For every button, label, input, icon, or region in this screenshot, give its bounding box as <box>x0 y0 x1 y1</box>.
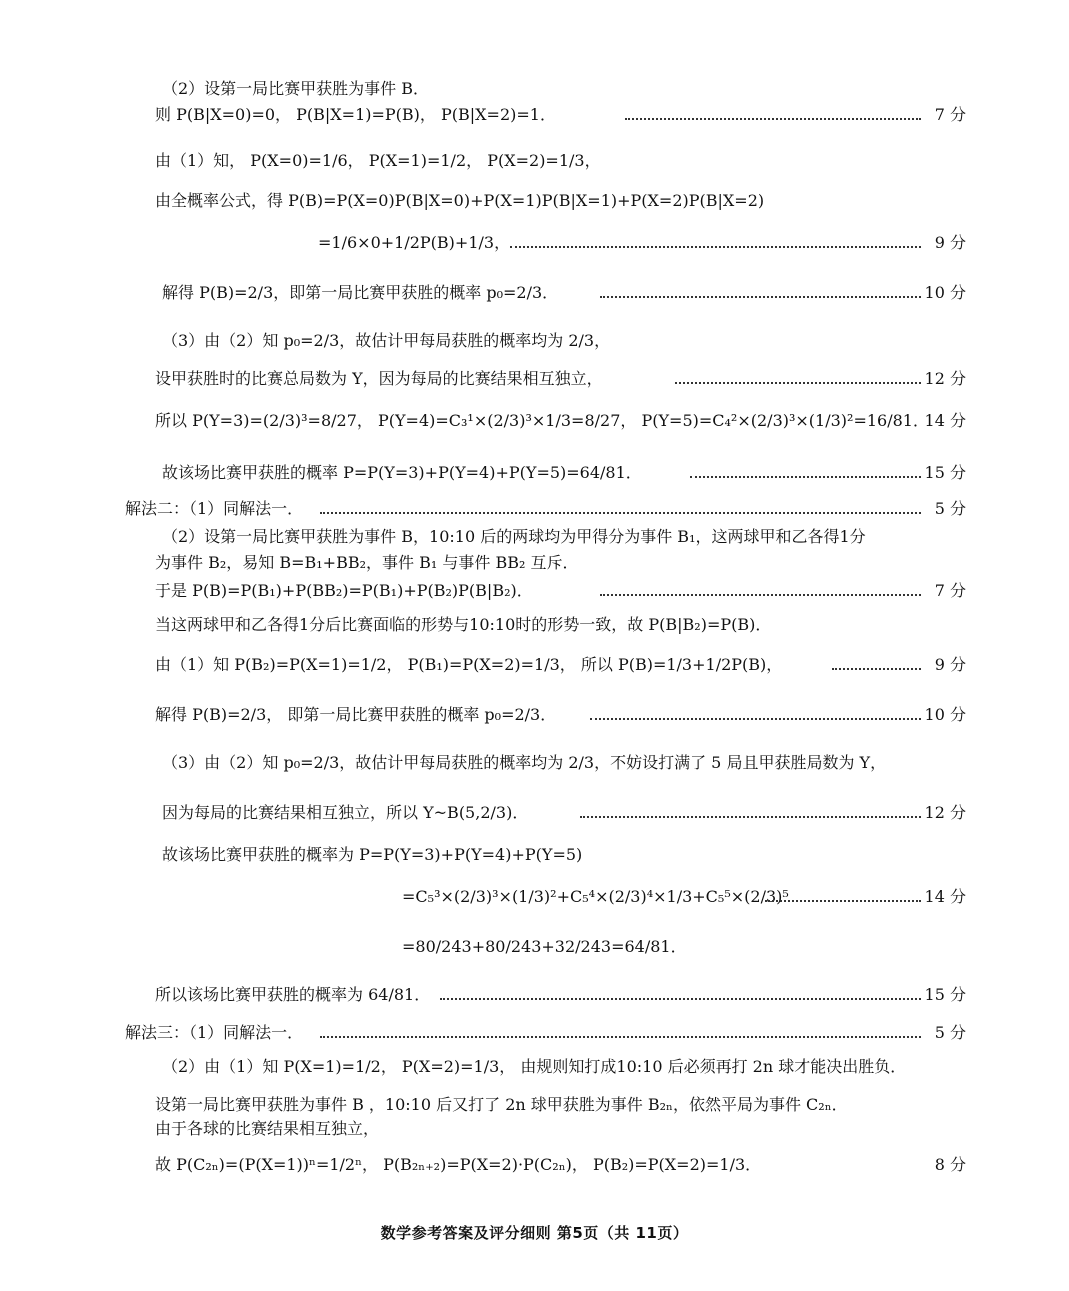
line-text: 解得 P(B)=2/3，即第一局比赛甲获胜的概率 p₀=2/3． <box>162 283 559 302</box>
line-text: （2）设第一局比赛甲获胜为事件 B． <box>162 79 430 98</box>
line-text: =1/6×0+1/2P(B)+1/3， <box>318 233 511 252</box>
line-text: 于是 P(B)=P(B₁)+P(BB₂)=P(B₁)+P(B₂)P(B|B₂)． <box>155 581 533 600</box>
leader-dots <box>690 466 921 478</box>
line-text: 当这两球甲和乙各得1分后比赛面临的形势与10:10时的形势一致，故 P(B|B₂)=P(B)． <box>155 615 772 634</box>
leader-dots <box>625 108 921 120</box>
line-text: 所以 P(Y=3)=(2/3)³=8/27， P(Y=4)=C₃¹×(2/3)³×1/3=8/27， P(Y=5)=C₄²×(2/3)³×(1/3)²=16/81． <box>155 411 929 430</box>
leader-dots <box>600 286 921 298</box>
leader-dots <box>320 1026 921 1038</box>
line-text: 设甲获胜时的比赛总局数为 Y，因为每局的比赛结果相互独立， <box>155 369 603 388</box>
leader-dots <box>440 988 921 1000</box>
line-text: 解法二：（1）同解法一． <box>125 499 304 518</box>
score-label: 14 分 <box>924 411 966 430</box>
score-label: 12 分 <box>924 369 966 388</box>
leader-dots <box>675 372 921 384</box>
line-text: 则 P(B|X=0)=0， P(B|X=1)=P(B)， P(B|X=2)=1． <box>155 105 556 124</box>
leader-dots <box>320 502 921 514</box>
score-label: 7 分 <box>934 581 966 600</box>
score-label: 10 分 <box>924 283 966 302</box>
line-text: 由全概率公式，得 P(B)=P(X=0)P(B|X=0)+P(X=1)P(B|X=1)+P(X=2)P(B|X=2) <box>155 191 765 210</box>
score-label: 5 分 <box>934 499 966 518</box>
line-text: 故该场比赛甲获胜的概率为 P=P(Y=3)+P(Y=4)+P(Y=5) <box>162 845 583 864</box>
line-text: （2）设第一局比赛甲获胜为事件 B，10:10 后的两球均为甲得分为事件 B₁，这两球甲和乙各得1分 <box>162 527 866 546</box>
score-label: 10 分 <box>924 705 966 724</box>
line-text: 故该场比赛甲获胜的概率 P=P(Y=3)+P(Y=4)+P(Y=5)=64/81． <box>162 463 642 482</box>
leader-dots <box>590 708 921 720</box>
line-text: 由（1）知， P(X=0)=1/6， P(X=1)=1/2， P(X=2)=1/3， <box>155 151 601 170</box>
leader-dots <box>510 236 921 248</box>
leader-dots <box>765 890 921 902</box>
line-text: （3）由（2）知 p₀=2/3，故估计甲每局获胜的概率均为 2/3，不妨设打满了 5 局且甲获胜局数为 Y， <box>162 753 887 772</box>
line-text: 故 P(C₂ₙ)=(P(X=1))ⁿ=1/2ⁿ， P(B₂ₙ₊₂)=P(X=2)·P(C₂ₙ)， P(B₂)=P(X=2)=1/3． <box>155 1155 762 1174</box>
line-text: 解法三：（1）同解法一． <box>125 1023 304 1042</box>
score-label: 8 分 <box>934 1155 966 1174</box>
score-label: 9 分 <box>934 655 966 674</box>
score-label: 5 分 <box>934 1023 966 1042</box>
line-text: 为事件 B₂，易知 B=B₁+BB₂，事件 B₁ 与事件 BB₂ 互斥． <box>155 553 579 572</box>
line-text: =80/243+80/243+32/243=64/81． <box>402 937 687 956</box>
score-label: 12 分 <box>924 803 966 822</box>
line-text: 由于各球的比赛结果相互独立， <box>155 1119 380 1138</box>
score-label: 14 分 <box>924 887 966 906</box>
page-footer: 数学参考答案及评分细则 第5页（共 11页） <box>380 1224 689 1242</box>
score-label: 9 分 <box>934 233 966 252</box>
line-text: （3）由（2）知 p₀=2/3，故估计甲每局获胜的概率均为 2/3， <box>162 331 611 350</box>
leader-dots <box>580 806 921 818</box>
leader-dots <box>832 658 921 670</box>
line-text: =C₅³×(2/3)³×(1/3)²+C₅⁴×(2/3)⁴×1/3+C₅⁵×(2/3)⁵ <box>402 887 789 906</box>
line-text: 由（1）知 P(B₂)=P(X=1)=1/2， P(B₁)=P(X=2)=1/3， 所以 P(B)=1/3+1/2P(B)， <box>155 655 783 674</box>
score-label: 15 分 <box>924 463 966 482</box>
line-text: 所以该场比赛甲获胜的概率为 64/81． <box>155 985 431 1004</box>
leader-dots <box>600 584 921 596</box>
line-text: （2）由（1）知 P(X=1)=1/2， P(X=2)=1/3， 由规则知打成10:10 后必须再打 2n 球才能决出胜负． <box>162 1057 907 1076</box>
score-label: 15 分 <box>924 985 966 1004</box>
line-text: 设第一局比赛甲获胜为事件 B ，10:10 后又打了 2n 球甲获胜为事件 B₂ₙ，依然平局为事件 C₂ₙ． <box>155 1095 848 1114</box>
line-text: 解得 P(B)=2/3， 即第一局比赛甲获胜的概率 p₀=2/3． <box>155 705 557 724</box>
score-label: 7 分 <box>934 105 966 124</box>
line-text: 因为每局的比赛结果相互独立，所以 Y~B(5,2/3)． <box>162 803 529 822</box>
